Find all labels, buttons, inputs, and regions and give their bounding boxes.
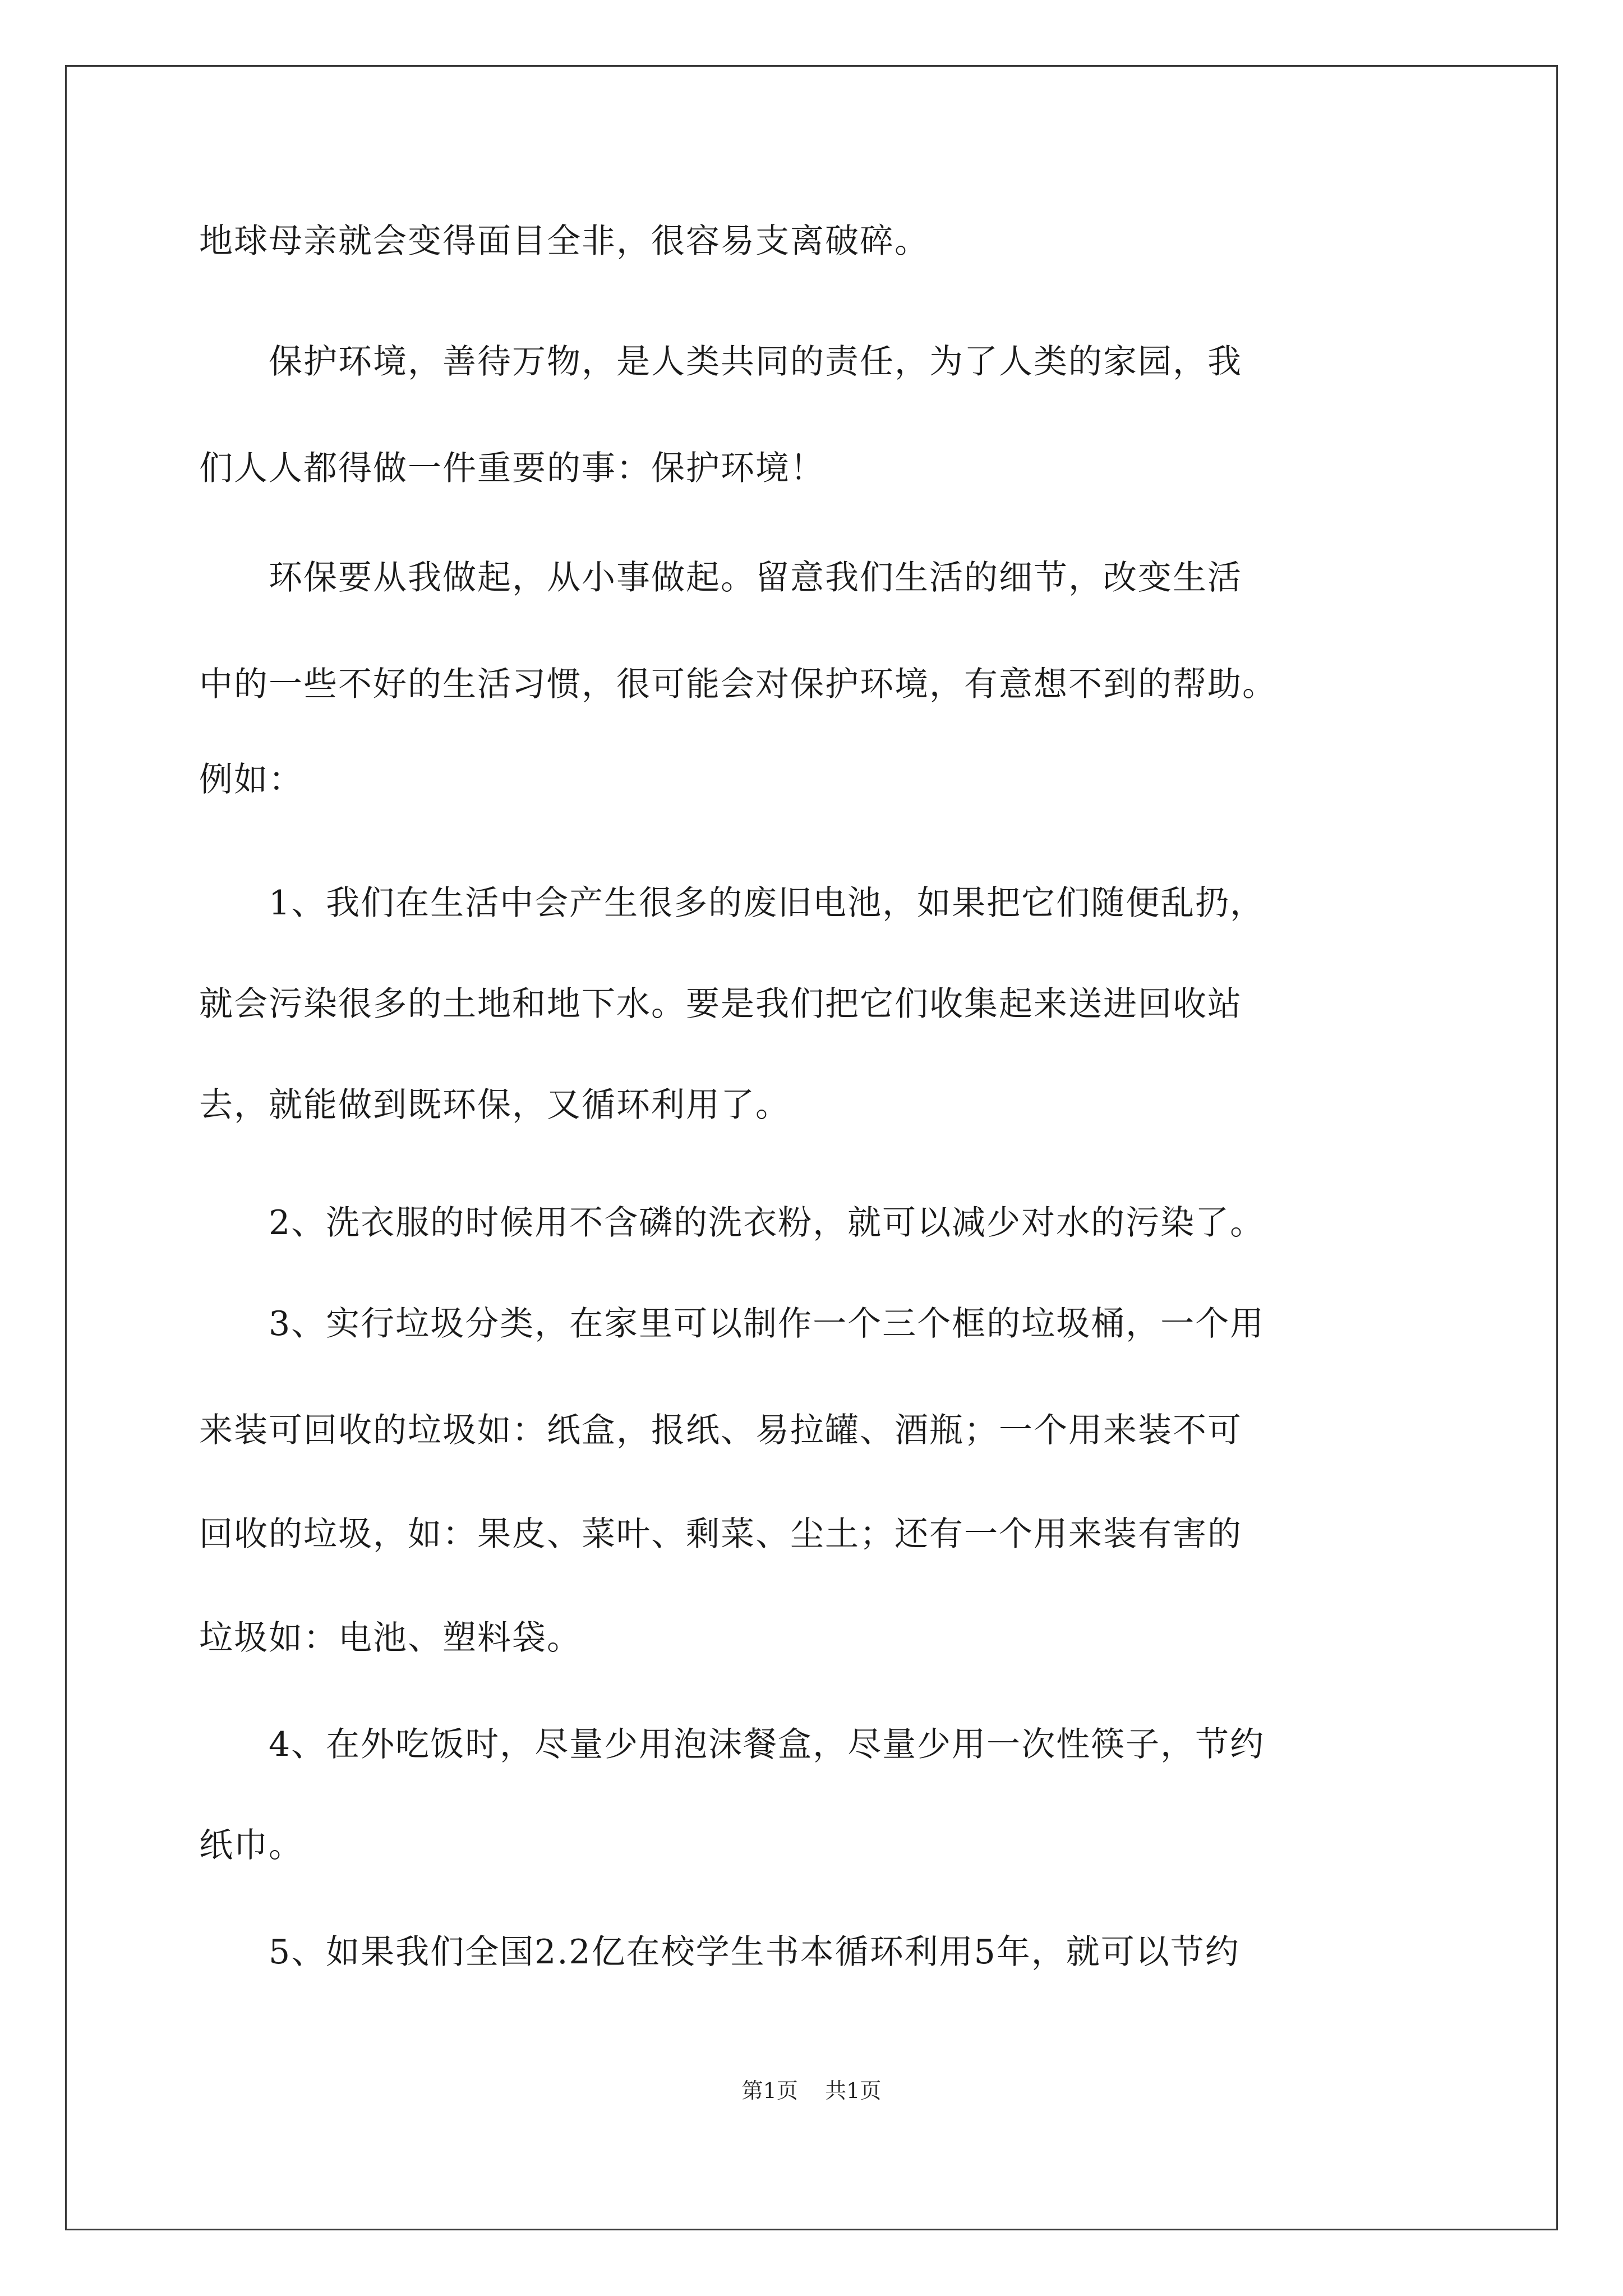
text-line-2: 保护环境，善待万物，是人类共同的责任，为了人类的家园，我 — [199, 342, 1242, 381]
text-line-8: 就会污染很多的土地和地下水。要是我们把它们收集起来送进回收站 — [199, 984, 1242, 1024]
text-line-1: 地球母亲就会变得面目全非，很容易支离破碎。 — [199, 222, 929, 261]
text-line-13: 回收的垃圾，如：果皮、菜叶、剩菜、尘土；还有一个用来装有害的 — [199, 1515, 1242, 1554]
page-number-label: 第1页 — [741, 2078, 798, 2103]
page-total-label: 共1页 — [825, 2078, 882, 2103]
text-line-11: 3、实行垃圾分类，在家里可以制作一个三个框的垃圾桶，一个用 — [199, 1304, 1265, 1343]
text-line-17: 5、如果我们全国2.2亿在校学生书本循环利用5年，就可以节约 — [199, 1932, 1240, 1972]
text-line-10: 2、洗衣服的时候用不含磷的洗衣粉，就可以减少对水的污染了。 — [199, 1203, 1265, 1243]
text-line-3: 们人人都得做一件重要的事：保护环境！ — [199, 449, 825, 488]
text-line-9: 去，就能做到既环保，又循环利用了。 — [199, 1085, 790, 1125]
text-line-7: 1、我们在生活中会产生很多的废旧电池，如果把它们随便乱扔， — [199, 884, 1265, 923]
page-footer — [0, 2077, 1623, 2105]
text-line-5: 中的一些不好的生活习惯，很可能会对保护环境，有意想不到的帮助。 — [199, 665, 1277, 704]
text-line-16: 纸巾。 — [199, 1826, 303, 1865]
text-line-4: 环保要从我做起，从小事做起。留意我们生活的细节，改变生活 — [199, 558, 1242, 597]
text-line-14: 垃圾如：电池、塑料袋。 — [199, 1618, 582, 1658]
text-line-6: 例如： — [199, 760, 303, 799]
text-line-12: 来装可回收的垃圾如：纸盒，报纸、易拉罐、酒瓶；一个用来装不可 — [199, 1411, 1242, 1450]
text-line-15: 4、在外吃饭时，尽量少用泡沫餐盒，尽量少用一次性筷子，节约 — [199, 1725, 1265, 1764]
page-frame — [65, 65, 1558, 2230]
